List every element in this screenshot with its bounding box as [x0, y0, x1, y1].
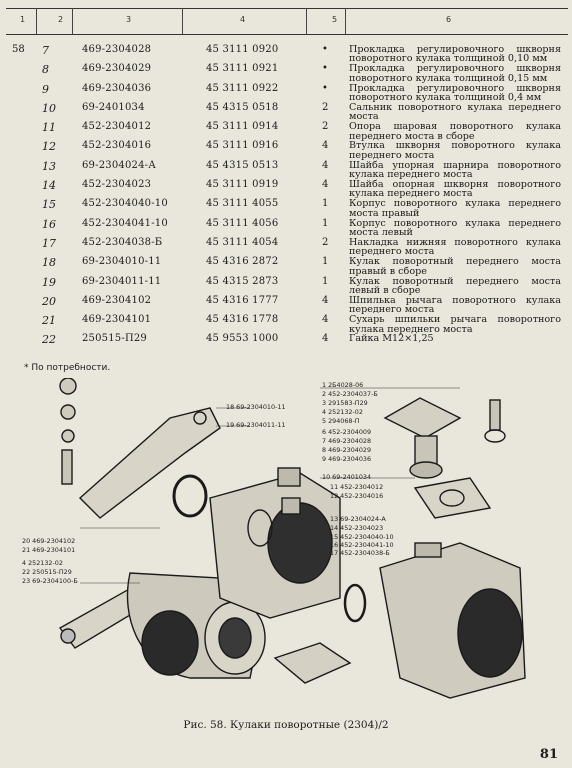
part-name: Корпус поворотного кулака переднего моста левый — [349, 217, 561, 239]
figure-number: 58 — [12, 44, 25, 55]
quantity: 4 — [322, 294, 329, 306]
table-row — [0, 158, 572, 181]
part-number: 69-2304010-11 — [82, 256, 162, 268]
position-number: 22 — [42, 333, 56, 347]
catalog-number: 45 4315 0513 — [206, 159, 279, 171]
quantity: 4 — [322, 314, 329, 326]
callout-label: 14 452-2304023 — [330, 524, 384, 532]
position-number: 18 — [42, 256, 56, 270]
part-number: 469-2304028 — [82, 44, 152, 55]
part-number: 69-2401034 — [82, 101, 145, 113]
callout-label: 18 69-2304010-11 — [226, 403, 286, 411]
quantity: 2 — [322, 236, 329, 248]
position-number: 9 — [42, 82, 49, 96]
header-col3: 3 — [126, 15, 132, 24]
header-col2: 2 — [58, 15, 64, 24]
catalog-number: 45 9553 1000 — [206, 333, 279, 345]
cap-plate-bottom — [275, 643, 350, 683]
part-number: 452-2304016 — [82, 140, 152, 152]
header-divider — [345, 8, 346, 34]
quantity: • — [322, 63, 328, 75]
exploded-view-illustration — [20, 378, 560, 708]
table-row — [0, 235, 572, 258]
position-number: 11 — [42, 121, 56, 135]
figure-caption: Рис. 58. Кулаки поворотные (2304)/2 — [183, 719, 389, 731]
catalog-number: 45 4315 2873 — [206, 275, 279, 287]
part-number: 469-2304029 — [82, 63, 152, 75]
quantity: 4 — [322, 140, 329, 152]
steering-knuckle-drawing — [20, 378, 560, 708]
part-number: 452-2304023 — [82, 179, 152, 191]
callout-label: 23 69-2304100-Б — [22, 577, 78, 585]
callout-label: 11 452-2304012 — [330, 483, 384, 491]
catalog-number: 45 3111 0919 — [206, 179, 279, 191]
catalog-number: 45 3111 4055 — [206, 198, 279, 210]
page-number: 81 — [539, 747, 558, 762]
catalog-number: 45 3111 0914 — [206, 121, 279, 133]
table-row — [0, 196, 572, 219]
callout-label: 21 469-2304101 — [22, 546, 76, 554]
table-row — [0, 42, 572, 65]
seal-ring — [174, 476, 206, 516]
table-row — [0, 331, 572, 350]
header-divider — [72, 8, 73, 34]
position-number: 14 — [42, 179, 56, 193]
quantity: 1 — [322, 198, 329, 210]
callout-label: 12 452-2304016 — [330, 492, 384, 500]
table-row — [0, 138, 572, 161]
catalog-number: 45 3111 0921 — [206, 63, 279, 75]
part-name: Шайба упорная шарнира поворотного кулака переднего моста — [349, 159, 561, 181]
part-name: Сухарь шпильки рычага поворотного кулака переднего моста — [349, 314, 561, 335]
quantity: 2 — [322, 101, 329, 113]
quantity: 1 — [322, 275, 329, 287]
table-row — [0, 274, 572, 296]
callout-label: 10 69-2401034 — [322, 473, 372, 481]
callout-label: 19 69-2304011-11 — [226, 421, 286, 429]
header-divider — [36, 8, 37, 34]
part-number: 452-2304012 — [82, 121, 152, 133]
table-row — [0, 100, 572, 123]
header-divider — [182, 8, 183, 34]
footnote: * По потребности. — [24, 363, 111, 373]
part-number: 469-2304101 — [82, 314, 152, 326]
catalog-number: 45 3111 0916 — [206, 140, 279, 152]
position-number: 7 — [42, 44, 49, 57]
callout-label: 5 294068-П — [322, 417, 360, 425]
catalog-number: 45 3111 0920 — [206, 44, 279, 55]
position-number: 19 — [42, 275, 56, 289]
position-number: 12 — [42, 140, 56, 154]
header-col1: 1 — [20, 15, 26, 24]
position-number: 8 — [42, 63, 49, 77]
part-number: 250515-П29 — [82, 333, 147, 345]
gasket — [415, 478, 490, 518]
catalog-number: 45 4315 0518 — [206, 101, 279, 113]
position-number: 15 — [42, 198, 56, 212]
part-number: 469-2304036 — [82, 82, 152, 94]
table-row — [0, 312, 572, 335]
quantity: 4 — [322, 159, 329, 171]
quantity: • — [322, 44, 328, 55]
part-name: Шайба опорная шкворня поворотного кулака переднего моста — [349, 179, 561, 200]
table-row — [0, 81, 572, 103]
table-row — [0, 177, 572, 200]
part-number: 69-2304024-А — [82, 159, 156, 171]
callout-label: 7 469-2304028 — [322, 437, 372, 445]
part-number: 469-2304102 — [82, 294, 152, 306]
table-row — [0, 216, 572, 239]
part-name: Кулак поворотный переднего моста левый в сборе — [349, 275, 561, 296]
position-number: 10 — [42, 101, 56, 115]
part-name: Втулка шкворня поворотного кулака переднего моста — [349, 140, 561, 161]
position-number: 17 — [42, 236, 56, 250]
parts-table — [0, 42, 572, 351]
callout-label: 8 469-2304029 — [322, 446, 372, 454]
catalog-number: 45 3111 0922 — [206, 82, 279, 94]
quantity: 2 — [322, 121, 329, 133]
callout-label: 15 452-2304040-10 — [330, 533, 394, 541]
part-name: Прокладка регулировочного шкворня поворотного кулака толщиной 0,15 мм — [349, 63, 561, 84]
part-name: Шпилька рычага поворотного кулака переднего моста — [349, 294, 561, 316]
callout-label: 16 452-2304041-10 — [330, 541, 394, 549]
header-divider — [306, 8, 307, 34]
table-row — [0, 254, 572, 277]
callout-label: 1 2Б4028-06 — [322, 381, 364, 389]
callout-label: 20 469-2304102 — [22, 537, 76, 545]
catalog-number: 45 4316 1777 — [206, 294, 279, 306]
callout-label: 13 69-2304024-А — [330, 515, 386, 523]
table-row — [0, 119, 572, 142]
header-col4: 4 — [240, 15, 246, 24]
position-number: 16 — [42, 217, 56, 231]
part-number: 452-2304038-Б — [82, 236, 163, 248]
part-name: Сальник поворотного кулака переднего моста — [349, 101, 561, 123]
quantity: 4 — [322, 333, 329, 345]
callout-label: 6 452-2304009 — [322, 428, 372, 436]
position-number: 20 — [42, 294, 56, 308]
position-number: 13 — [42, 159, 56, 173]
part-name: Опора шаровая поворотного кулака переднего моста в сборе — [349, 121, 561, 142]
callout-label: 22 250515-П29 — [22, 568, 72, 576]
table-row — [0, 61, 572, 84]
catalog-number: 45 4316 1778 — [206, 314, 279, 326]
callout-label: 2 452-2304037-Б — [322, 390, 378, 398]
quantity: 4 — [322, 179, 329, 191]
part-name: Прокладка регулировочного шкворня поворотного кулака толщиной 0,4 мм — [349, 82, 561, 103]
callout-label: 4 252132-02 — [22, 559, 63, 567]
quantity: 1 — [322, 217, 329, 229]
part-name: Корпус поворотного кулака переднего моста правый — [349, 198, 561, 219]
part-name: Кулак поворотный переднего моста правый в сборе — [349, 256, 561, 277]
quantity: 1 — [322, 256, 329, 268]
part-name: Гайка М12×1,25 — [349, 333, 434, 345]
part-name: Прокладка регулировочного шкворня поворотного кулака толщиной 0,10 мм — [349, 44, 561, 65]
callout-label: 9 469-2304036 — [322, 455, 372, 463]
catalog-number: 45 3111 4054 — [206, 236, 279, 248]
part-name: Накладка нижняя поворотного кулака переднего моста — [349, 236, 561, 258]
callout-label: 17 452-2304038-Б — [330, 549, 390, 557]
header-col5: 5 — [332, 15, 338, 24]
part-number: 452-2304041-10 — [82, 217, 168, 229]
table-header — [6, 8, 568, 35]
table-row — [0, 293, 572, 316]
position-number: 21 — [42, 314, 56, 328]
callout-label: 4 252132-02 — [322, 408, 363, 416]
catalog-number: 45 3111 4056 — [206, 217, 279, 229]
header-col6: 6 — [446, 15, 452, 24]
ball-joint-plate — [385, 398, 460, 438]
catalog-number: 45 4316 2872 — [206, 256, 279, 268]
quantity: • — [322, 82, 328, 94]
part-number: 452-2304040-10 — [82, 198, 168, 210]
part-number: 69-2304011-11 — [82, 275, 162, 287]
callout-label: 3 291583-П29 — [322, 399, 368, 407]
